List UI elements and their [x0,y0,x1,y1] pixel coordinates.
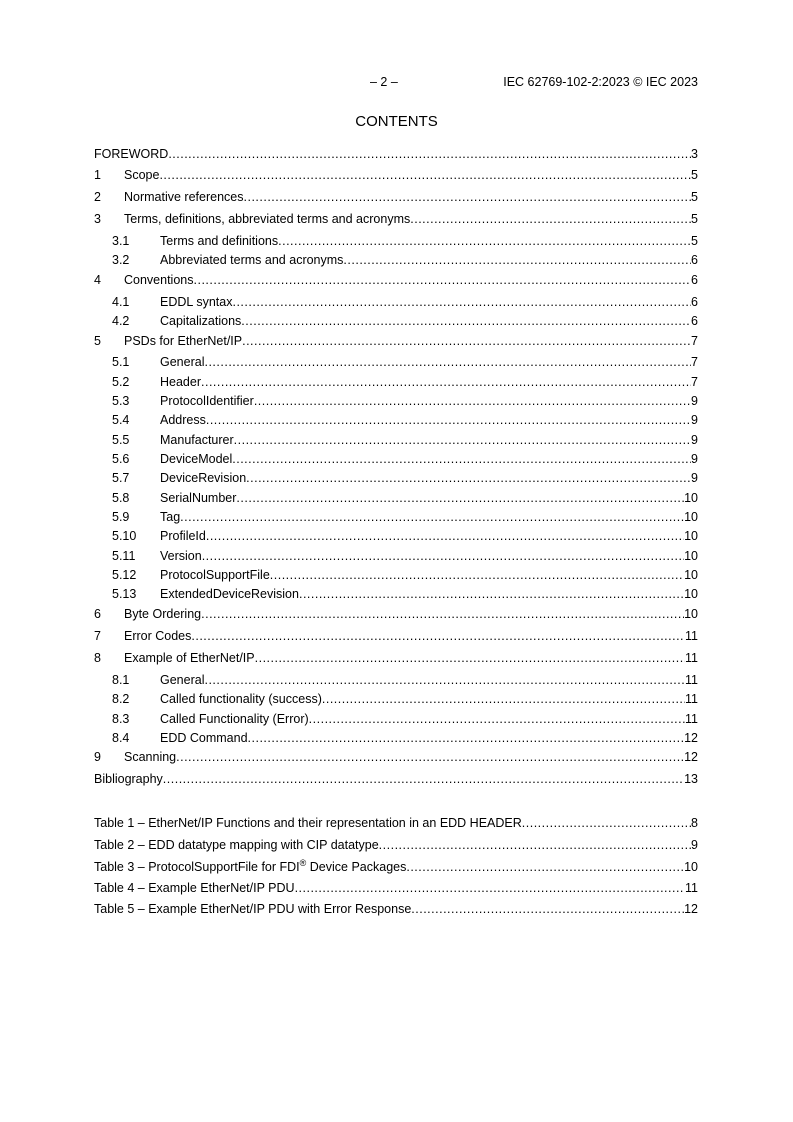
dot-leader [176,748,684,766]
page-reference: 9 [691,452,698,466]
toc-entry[interactable] [94,690,698,708]
page-reference: 10 [684,529,698,543]
list-of-tables-entry[interactable] [94,836,698,854]
toc-entry-number: 9 [94,750,101,764]
toc-entry[interactable] [94,332,698,350]
toc-entry[interactable] [94,251,698,269]
page-reference: 12 [684,731,698,745]
page-reference: 11 [685,629,698,643]
toc-entry[interactable] [94,450,698,468]
page-reference: 10 [684,549,698,563]
page-reference: 11 [685,673,698,687]
dot-leader [234,431,691,449]
toc-entry[interactable] [94,188,698,206]
page-reference: 3 [691,147,698,161]
toc-entry-number: 4.2 [112,314,130,328]
page-reference: 13 [684,772,698,786]
page-reference: 5 [691,190,698,204]
toc-entry-title: FOREWORD [94,147,169,161]
toc-entry[interactable] [94,431,698,449]
page-reference: 6 [691,253,698,267]
toc-entry-title: General [160,355,205,369]
list-of-tables-entry[interactable] [94,814,698,832]
toc-entry-title: Address [160,413,206,427]
toc-entry-number: 1 [94,168,101,182]
toc-entry-number: 3.2 [112,253,130,267]
toc-entry[interactable] [94,373,698,391]
toc-entry-title: Byte Ordering [124,607,202,621]
toc-entry-number: 4.1 [112,295,130,309]
page-reference: 6 [691,295,698,309]
toc-entry-title: General [160,673,205,687]
list-of-tables-entry[interactable] [94,879,698,897]
toc-entry-number: 7 [94,629,101,643]
toc-entry-title: Capitalizations [160,314,242,328]
toc-entry-number: 5.13 [112,587,137,601]
toc-entry[interactable] [94,605,698,623]
toc-entry[interactable] [94,671,698,689]
list-of-tables-entry[interactable] [94,900,698,918]
toc-entry-number: 5.8 [112,491,130,505]
page-reference: 12 [684,750,698,764]
toc-entry-number: 5.12 [112,568,137,582]
toc-entry-title: Error Codes [124,629,192,643]
dot-leader [246,469,691,487]
page-header [94,75,698,93]
page-reference: 10 [684,568,698,582]
table-caption: Table 5 – Example EtherNet/IP PDU with Error Response [94,902,412,916]
dot-leader [309,710,685,728]
toc-entry-title: Version [160,549,202,563]
dot-leader [410,210,691,228]
toc-entry-number: 5.1 [112,355,130,369]
toc-entry-number: 5.10 [112,529,137,543]
toc-entry-number: 5.6 [112,452,130,466]
toc-entry-number: 4 [94,273,101,287]
page-reference: 10 [684,510,698,524]
page-reference: 10 [684,587,698,601]
dot-leader [191,627,685,645]
toc-entry-title: Terms and definitions [160,234,279,248]
toc-entry[interactable] [94,627,698,645]
toc-entry-title: PSDs for EtherNet/IP [124,334,243,348]
table-caption: Table 1 – EtherNet/IP Functions and their representation in an EDD HEADER [94,816,522,830]
page-reference: 7 [691,355,698,369]
toc-entry[interactable] [94,392,698,410]
toc-entry-title: Tag [160,510,181,524]
toc-entry-number: 8.2 [112,692,130,706]
toc-entry-number: 6 [94,607,101,621]
toc-entry-number: 5.2 [112,375,130,389]
dot-leader [248,729,685,747]
page-reference: 5 [691,168,698,182]
table-caption: Table 4 – Example EtherNet/IP PDU [94,881,295,895]
toc-entry[interactable] [94,271,698,289]
page-reference: 9 [691,394,698,408]
toc-entry-title: Terms, definitions, abbreviated terms and acronyms [124,212,411,226]
list-of-tables-entry[interactable] [94,858,698,876]
toc-entry[interactable] [94,232,698,250]
toc-entry[interactable] [94,566,698,584]
page-reference: 11 [685,712,698,726]
toc-entry[interactable] [94,508,698,526]
dot-leader [232,450,691,468]
toc-entry-number: 5 [94,334,101,348]
dot-leader [343,251,691,269]
toc-entry-number: 3 [94,212,101,226]
dot-leader [278,232,691,250]
toc-entry[interactable] [94,729,698,747]
page-reference: 10 [684,491,698,505]
toc-entry-title: Abbreviated terms and acronyms [160,253,344,267]
dot-leader [201,605,684,623]
toc-entry-number: 5.5 [112,433,130,447]
toc-entry[interactable] [94,293,698,311]
toc-entry-title: ProtocolIdentifier [160,394,254,408]
dot-leader [255,649,685,667]
toc-entry-title: Manufacturer [160,433,234,447]
dot-leader [180,508,684,526]
page-reference: 9 [691,471,698,485]
toc-entry[interactable] [94,353,698,371]
dot-leader [201,373,691,391]
page-reference: 11 [685,651,698,665]
toc-entry-number: 5.9 [112,510,130,524]
toc-entry-title: Called Functionality (Error) [160,712,309,726]
dot-leader [168,145,691,163]
dot-leader [299,585,684,603]
page-reference: 11 [685,692,698,706]
toc-entry-number: 8 [94,651,101,665]
table-caption: Table 2 – EDD datatype mapping with CIP datatype [94,838,379,852]
dot-leader [163,770,684,788]
toc-entry[interactable] [94,649,698,667]
toc-entry[interactable] [94,547,698,565]
page-reference: 6 [691,273,698,287]
toc-entry-number: 3.1 [112,234,130,248]
page-reference: 9 [691,433,698,447]
dot-leader [242,332,691,350]
page-reference: 5 [691,234,698,248]
dot-leader [194,271,692,289]
toc-entry-title: DeviceRevision [160,471,247,485]
toc-entry-title: Example of EtherNet/IP [124,651,255,665]
toc-entry[interactable] [94,210,698,228]
dot-leader [406,858,684,876]
toc-entry[interactable] [94,469,698,487]
dot-leader [204,353,691,371]
toc-entry[interactable] [94,411,698,429]
toc-entry-number: 8.1 [112,673,130,687]
toc-entry-title: Called functionality (success) [160,692,322,706]
page-reference: 5 [691,212,698,226]
dot-leader [232,293,691,311]
registered-mark: ® [299,857,307,868]
dot-leader [206,411,691,429]
toc-entry[interactable] [94,489,698,507]
toc-entry-title: SerialNumber [160,491,237,505]
dot-leader [159,166,691,184]
page-reference: 9 [691,838,698,852]
page-reference: 12 [684,902,698,916]
toc-entry-number: 5.11 [112,549,136,563]
toc-entry-title: DeviceModel [160,452,233,466]
page-reference: 7 [691,375,698,389]
toc-entry-title: Normative references [124,190,244,204]
dot-leader [522,814,691,832]
toc-entry[interactable] [94,527,698,545]
page-reference: 8 [691,816,698,830]
toc-entry-number: 5.7 [112,471,130,485]
dot-leader [202,547,684,565]
toc-entry[interactable] [94,166,698,184]
dot-leader [206,527,684,545]
dot-leader [322,690,685,708]
page-reference: 9 [691,413,698,427]
toc-entry-number: 5.4 [112,413,130,427]
toc-entry-title: Header [160,375,201,389]
document-id: IEC 62769-102-2:2023 © IEC 2023 [503,75,698,89]
page-reference: 10 [684,860,698,874]
dot-leader [204,671,685,689]
toc-entry-title: EDDL syntax [160,295,233,309]
page-title: CONTENTS [355,113,438,130]
dot-leader [244,188,692,206]
toc-entry-title: Conventions [124,273,194,287]
toc-entry[interactable] [94,710,698,728]
toc-entry-number: 8.3 [112,712,130,726]
toc-entry[interactable] [94,585,698,603]
table-caption: Table 3 – ProtocolSupportFile for FDI® Device Packages [94,857,407,874]
toc-entry[interactable] [94,748,698,766]
dot-leader [411,900,684,918]
dot-leader [379,836,691,854]
page-reference: 10 [684,607,698,621]
dot-leader [270,566,684,584]
page-reference: 6 [691,314,698,328]
page-reference: 7 [691,334,698,348]
dot-leader [236,489,684,507]
toc-entry-title: ExtendedDeviceRevision [160,587,299,601]
toc-entry-number: 2 [94,190,101,204]
toc-entry-title: Scope [124,168,160,182]
dot-leader [241,312,691,330]
toc-entry-title: EDD Command [160,731,248,745]
toc-entry-number: 8.4 [112,731,130,745]
toc-entry[interactable] [94,145,698,163]
page-reference: 11 [685,881,698,895]
toc-entry-number: 5.3 [112,394,130,408]
toc-entry-title: Bibliography [94,772,163,786]
toc-entry-title: Scanning [124,750,177,764]
dot-leader [254,392,691,410]
toc-entry[interactable] [94,770,698,788]
toc-entry-title: ProtocolSupportFile [160,568,270,582]
page-number: – 2 – [370,75,398,89]
toc-entry-title: ProfileId [160,529,206,543]
dot-leader [295,879,685,897]
toc-entry[interactable] [94,312,698,330]
